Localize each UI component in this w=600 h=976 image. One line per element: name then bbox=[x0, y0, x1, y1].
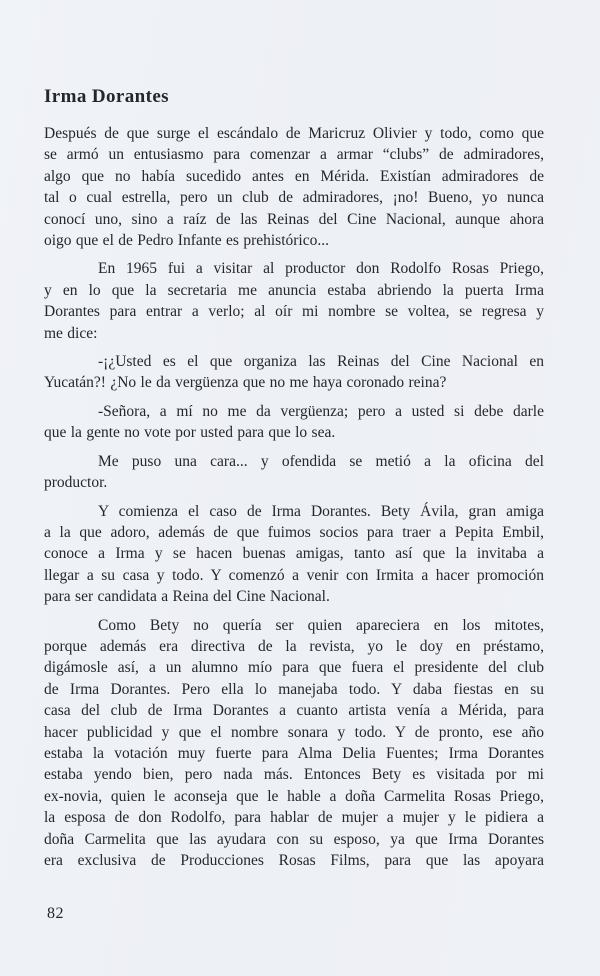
text-line: Me puso una cara... y ofendida se metió a la oficina del bbox=[98, 452, 544, 470]
paragraph bbox=[44, 123, 544, 251]
text-line: de Irma Dorantes. Pero ella lo manejaba todo. Y daba fiestas en su bbox=[44, 680, 544, 698]
text-line: llegar a su casa y todo. Y comenzó a venir con Irmita a hacer promoción bbox=[44, 566, 544, 584]
text-line: hacer publicidad y que el nombre sonara y todo. Y de pronto, ese año bbox=[44, 723, 544, 741]
text-line: digámosle así, a un alumno mío para que fuera el presidente del club bbox=[44, 659, 544, 677]
paragraph bbox=[44, 351, 544, 394]
text-line: doña Carmelita que las ayudara con su esposo, ya que Irma Dorantes bbox=[44, 830, 544, 848]
text-line: y en lo que la secretaria me anuncia estaba abriendo la puerta Irma bbox=[44, 281, 544, 299]
text-line: conocí uno, sino a raíz de las Reinas del Cine Nacional, aunque ahora bbox=[44, 210, 544, 228]
text-line: se armó un entusiasmo para comenzar a armar “clubs” de admiradores, bbox=[44, 146, 544, 164]
section-title: Irma Dorantes bbox=[44, 86, 169, 107]
text-line: casa del club de Irma Dorantes a cuanto artista venía a Mérida, para bbox=[44, 702, 544, 720]
text-line: En 1965 fui a visitar al productor don Rodolfo Rosas Priego, bbox=[98, 260, 544, 278]
text-line: oigo que el de Pedro Infante es prehistórico... bbox=[44, 232, 329, 250]
text-line: Yucatán?! ¿No le da vergüenza que no me haya coronado reina? bbox=[44, 374, 447, 392]
text-line: porque además era directiva de la revista, yo le doy en préstamo, bbox=[44, 637, 544, 655]
text-line: estaba la votación muy fuerte para Alma Delia Fuentes; Irma Dorantes bbox=[44, 744, 544, 762]
page-number: 82 bbox=[47, 905, 64, 922]
text-line: Después de que surge el escándalo de Maricruz Olivier y todo, como que bbox=[44, 125, 544, 142]
text-line: -Señora, a mí no me da vergüenza; pero a usted si debe darle bbox=[98, 402, 544, 420]
text-line: productor. bbox=[44, 474, 108, 492]
text-line: tal o cual estrella, pero un club de admiradores, ¡no! Bueno, yo nunca bbox=[44, 189, 544, 207]
text-line: era exclusiva de Producciones Rosas Films, para que las apoyara bbox=[44, 852, 544, 869]
text-line: Como Bety no quería ser quien apareciera en los mitotes, bbox=[98, 616, 544, 634]
text-line: Dorantes para entrar a verlo; al oír mi nombre se voltea, se regresa y bbox=[44, 303, 544, 321]
text-line: a la que adoro, además de que fuimos socios para traer a Pepita Embil, bbox=[44, 523, 544, 541]
text-line: Y comienza el caso de Irma Dorantes. Bety Ávila, gran amiga bbox=[98, 502, 544, 520]
page-body bbox=[44, 123, 544, 871]
text-line: la esposa de don Rodolfo, para hablar de mujer a mujer y le pidiera a bbox=[44, 809, 544, 827]
paragraph bbox=[44, 258, 544, 344]
text-line: algo que no había sucedido antes en Mérida. Existían admiradores de bbox=[44, 167, 544, 185]
text-line: me dice: bbox=[44, 324, 98, 342]
text-line: estaba yendo bien, pero nada más. Entonces Bety es visitada por mi bbox=[44, 766, 544, 784]
text-line: para ser candidata a Reina del Cine Nacional. bbox=[44, 588, 330, 606]
text-line: que la gente no vote por usted para que lo sea. bbox=[44, 424, 336, 442]
paragraph bbox=[44, 615, 544, 872]
paragraph bbox=[44, 401, 544, 444]
text-line: ex-novia, quien le aconseja que le hable a doña Carmelita Rosas Priego, bbox=[44, 787, 544, 805]
text-line: -¡¿Usted es el que organiza las Reinas del Cine Nacional en bbox=[98, 353, 544, 371]
text-line: conoce a Irma y se hacen buenas amigas, tanto así que la invitaba a bbox=[44, 545, 544, 563]
paragraph bbox=[44, 451, 544, 494]
paragraph bbox=[44, 501, 544, 608]
